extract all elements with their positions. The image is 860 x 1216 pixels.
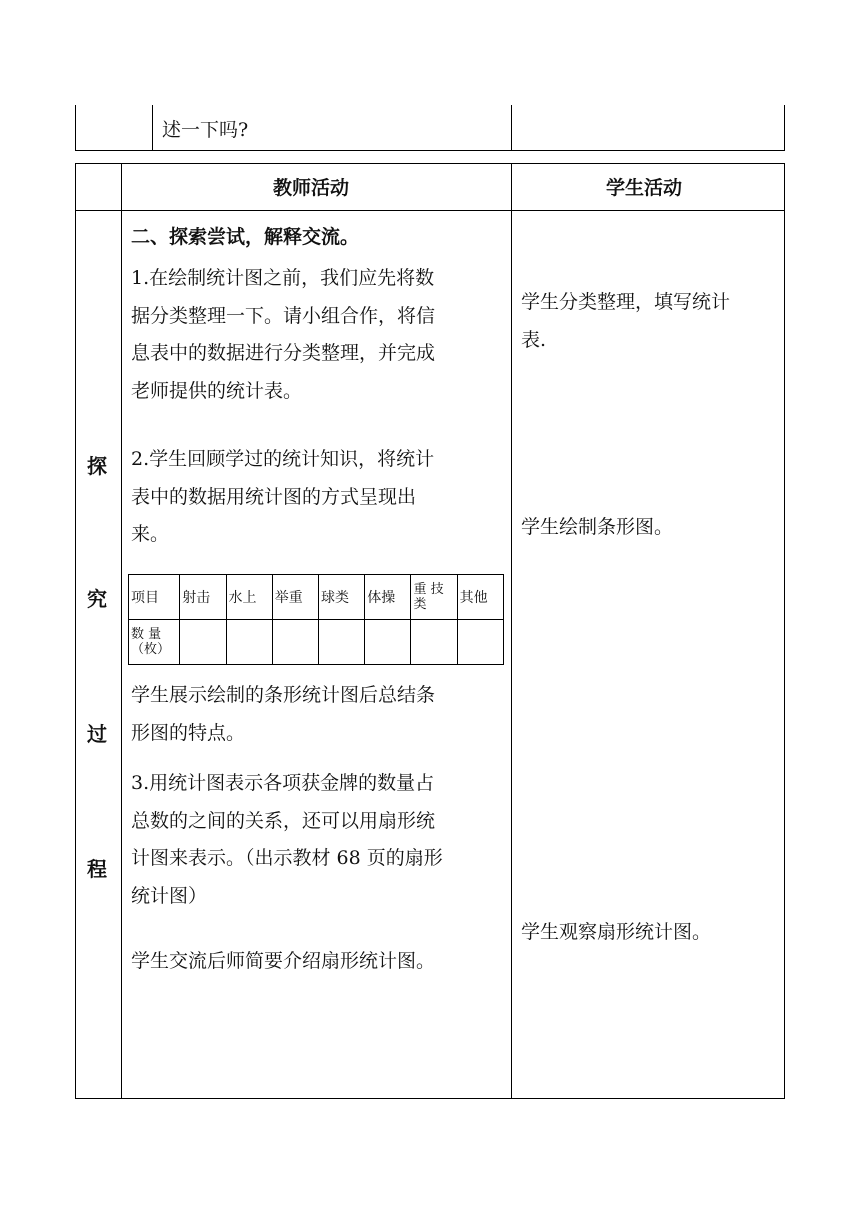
table-cell <box>365 620 411 665</box>
paragraph-line: 学生交流后师简要介绍扇形统计图。 <box>131 950 436 972</box>
paragraph-line: 总数的之间的关系，还可以用扇形统 <box>131 809 436 832</box>
table-header-cell: 水上 <box>226 575 272 620</box>
side-label-char-3: 过 <box>87 722 107 746</box>
paragraph-line: 老师提供的统计表。 <box>131 379 303 402</box>
table-header-cell: 举重 <box>272 575 318 620</box>
table-header-cell: 射击 <box>180 575 226 620</box>
paragraph-line: 学生展示绘制的条形统计图后总结条 <box>131 684 436 706</box>
table-header-cell: 项目 <box>129 575 180 620</box>
table-header-cell: 重 技类 <box>411 575 457 620</box>
paragraph-line: 形图的特点。 <box>131 721 246 744</box>
table-cell <box>272 620 318 665</box>
paragraph-line: 统计图） <box>131 884 208 907</box>
side-label-char-4: 程 <box>87 857 107 881</box>
paragraph-line: 计图来表示。（出示教材 68 页的扇形 <box>131 847 443 869</box>
student-activity-3: 学生观察扇形统计图。 <box>521 921 712 943</box>
paragraph-line: 表中的数据用统计图的方式呈现出 <box>131 485 417 508</box>
paragraph-line: 2.学生回顾学过的统计知识，将统计 <box>131 448 435 470</box>
teacher-paragraph-5 <box>131 943 503 981</box>
student-activity-2: 学生绘制条形图。 <box>521 516 674 538</box>
teacher-paragraph-2 <box>131 441 503 554</box>
paragraph-line: 3.用统计图表示各项获金牌的数量占 <box>131 772 435 794</box>
medal-stat-table <box>128 574 504 665</box>
header-student-activity: 学生活动 <box>606 177 683 199</box>
side-label-char-1: 探 <box>87 454 107 478</box>
student-activity-1 <box>521 284 730 359</box>
side-label-char-2: 究 <box>87 587 107 611</box>
table-header-cell: 体操 <box>365 575 411 620</box>
table-cell <box>411 620 457 665</box>
paragraph-line: 1.在绘制统计图之前，我们应先将数 <box>131 267 435 289</box>
table-row-label: 数 量（枚） <box>129 620 180 665</box>
teacher-paragraph-1 <box>131 260 503 410</box>
table-cell <box>180 620 226 665</box>
table-header-cell: 其他 <box>457 575 503 620</box>
paragraph-line: 学生分类整理，填写统计 <box>521 291 731 313</box>
paragraph-line: 息表中的数据进行分类整理，并完成 <box>131 342 436 364</box>
section-title: 二、探索尝试，解释交流。 <box>131 226 360 248</box>
table-header-cell: 球类 <box>318 575 364 620</box>
table-cell <box>457 620 503 665</box>
prev-fragment-text: 述一下吗? <box>162 119 249 141</box>
teacher-paragraph-3 <box>131 677 503 752</box>
table-cell <box>318 620 364 665</box>
paragraph-line: 据分类整理一下。请小组合作，将信 <box>131 304 436 327</box>
table-cell <box>226 620 272 665</box>
paragraph-line: 表. <box>521 328 547 351</box>
paragraph-line: 来。 <box>131 523 170 545</box>
teacher-paragraph-4 <box>131 765 503 915</box>
header-teacher-activity: 教师活动 <box>273 177 350 199</box>
table-row <box>129 575 504 620</box>
table-row <box>129 620 504 665</box>
